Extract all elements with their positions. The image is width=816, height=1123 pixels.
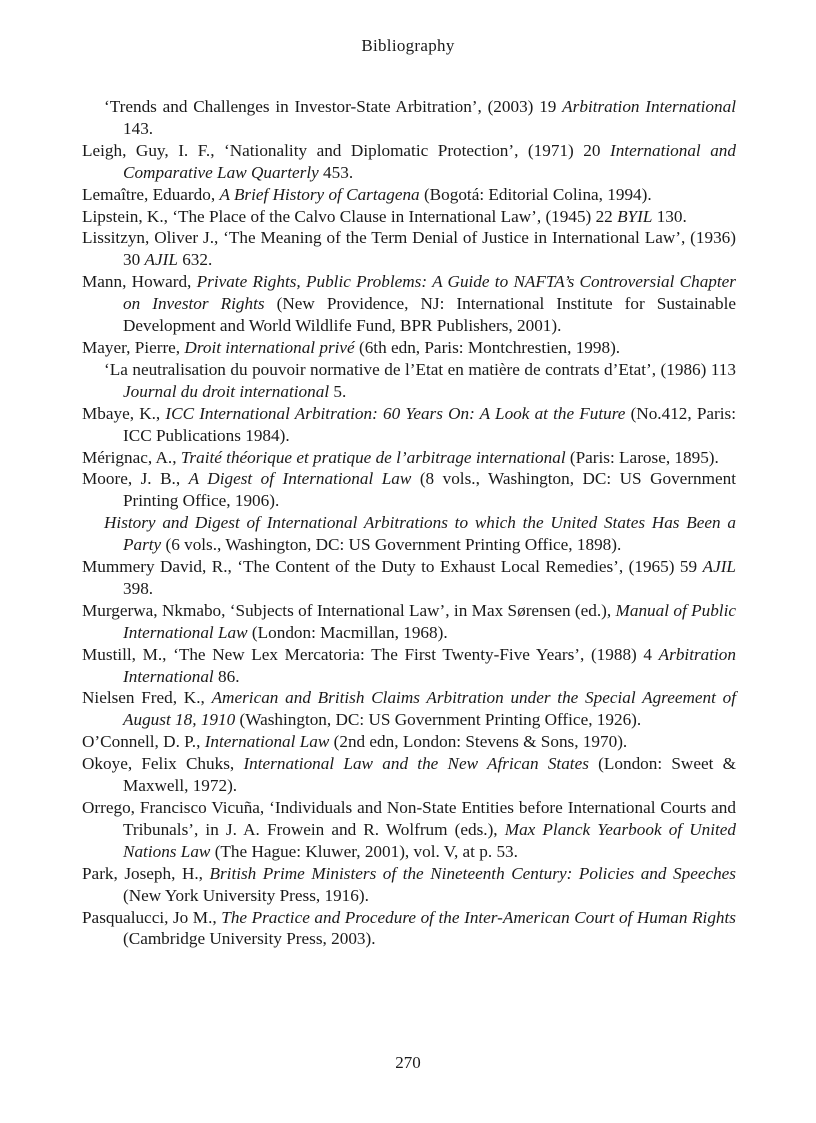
entry-title-italic: A Digest of International Law <box>188 469 412 489</box>
bibliography-entry <box>82 403 736 447</box>
entry-title-italic: History and Digest of International Arbitrations to which the United States Has Been a Party <box>104 513 736 555</box>
bibliography-entry <box>82 687 736 731</box>
entry-title-italic: International Law and the New African States <box>243 754 589 774</box>
entry-title-italic: Journal du droit international <box>123 381 330 401</box>
bibliography-entry <box>82 271 736 337</box>
bibliography-entry <box>82 184 736 206</box>
entry-title-italic: Arbitration International <box>562 97 736 116</box>
bibliography-entry <box>82 512 736 556</box>
entry-title-italic: Manual of Public International Law <box>123 600 736 642</box>
entry-text: (6th edn, Paris: Montchrestien, 1998). <box>354 337 621 357</box>
entry-title-italic: Traité théorique et pratique de l’arbitrage international <box>180 447 566 467</box>
entry-text: Okoye, Felix Chuks, <box>82 754 244 774</box>
entry-title-italic: American and British Claims Arbitration under the Special Agreement of August 18, 1910 <box>123 688 737 730</box>
running-header: Bibliography <box>361 36 455 55</box>
bibliography-entry <box>82 753 736 797</box>
entry-text: Murgerwa, Nkmabo, ‘Subjects of International Law’, in Max Sørensen (ed.), <box>82 600 616 620</box>
bibliography-entry <box>82 907 736 951</box>
bibliography-entry <box>82 96 736 140</box>
entry-text: ‘Trends and Challenges in Investor-State Arbitration’, (2003) 19 <box>104 97 563 116</box>
entry-text: (London: Sweet & Maxwell, 1972). <box>123 754 736 796</box>
entry-text: (The Hague: Kluwer, 2001), vol. V, at p. 53. <box>210 841 518 861</box>
entry-title-italic: British Prime Ministers of the Nineteenth Century: Policies and Speeches <box>209 863 736 883</box>
entry-text: 398. <box>123 578 154 598</box>
bibliography-entry <box>82 644 736 688</box>
entry-text: Mummery David, R., ‘The Content of the Duty to Exhaust Local Remedies’, (1965) 59 <box>82 557 703 577</box>
entry-text: Moore, J. B., <box>82 469 189 489</box>
entry-title-italic: BYIL <box>617 206 653 226</box>
entry-text: (London: Macmillan, 1968). <box>247 622 448 642</box>
entry-text: (New York University Press, 1916). <box>123 885 369 905</box>
entry-text: Mérignac, A., <box>82 447 181 467</box>
entry-text: (6 vols., Washington, DC: US Government Printing Office, 1898). <box>161 535 622 555</box>
entry-text: Orrego, Francisco Vicuña, ‘Individuals and Non-State Entities before International Courts and Tribunals’, in J. A. Frowein and R. Wolfrum (eds.), <box>82 798 736 839</box>
entry-text: Pasqualucci, Jo M., <box>82 907 222 927</box>
bibliography-entry <box>82 556 736 600</box>
entry-text: 143. <box>123 118 154 138</box>
bibliography-entry <box>82 863 736 907</box>
bibliography-entry <box>82 140 736 184</box>
entry-text: (Bogotá: Editorial Colina, 1994). <box>419 184 652 204</box>
bibliography-entry <box>82 359 736 403</box>
bibliography-entry <box>82 600 736 644</box>
entry-text: (2nd edn, London: Stevens & Sons, 1970). <box>329 732 628 752</box>
entry-text: Lissitzyn, Oliver J., ‘The Meaning of the Term Denial of Justice in International Law’, (1936) 30 <box>82 228 736 270</box>
bibliography-entry <box>82 206 736 228</box>
entry-text: 130. <box>652 206 687 226</box>
entry-text: 5. <box>329 381 347 401</box>
entry-text: (8 vols., Washington, DC: US Government Printing Office, 1906). <box>123 469 736 511</box>
entry-title-italic: International Law <box>204 732 330 752</box>
entry-title-italic: A Brief History of Cartagena <box>219 184 420 204</box>
entry-text: 86. <box>213 666 240 686</box>
bibliography-entry <box>82 337 736 359</box>
entry-text: 632. <box>177 250 213 270</box>
entry-text: (Paris: Larose, 1895). <box>565 447 719 467</box>
entry-text: Mayer, Pierre, <box>82 337 185 357</box>
entry-text: (New Providence, NJ: International Institute for Sustainable Development and World Wildlife Fund, BPR Publishers, 2001). <box>123 294 736 336</box>
entry-title-italic: International and Comparative Law Quarterly <box>123 140 736 182</box>
entry-title-italic: ICC International Arbitration: 60 Years On: A Look at the Future <box>165 403 626 423</box>
entry-text: Park, Joseph, H., <box>82 863 210 883</box>
entry-text: ‘La neutralisation du pouvoir normative de l’Etat en matière de contrats d’Etat’, (1986) 113 <box>104 359 736 379</box>
bibliography-entry <box>82 447 736 469</box>
entry-title-italic: Max Planck Yearbook of United Nations Law <box>123 819 736 861</box>
page-number: 270 <box>395 1053 421 1072</box>
entry-text: Lipstein, K., ‘The Place of the Calvo Clause in International Law’, (1945) 22 <box>82 206 618 226</box>
entry-text: Leigh, Guy, I. F., ‘Nationality and Diplomatic Protection’, (1971) 20 <box>82 140 610 160</box>
entry-text: Lemaître, Eduardo, <box>82 184 220 204</box>
entry-text: Mustill, M., ‘The New Lex Mercatoria: The First Twenty-Five Years’, (1988) 4 <box>82 644 659 664</box>
bibliography-entry <box>82 731 736 753</box>
entry-text: Mann, Howard, <box>82 272 197 292</box>
bibliography-list <box>82 96 736 950</box>
entry-text: (Washington, DC: US Government Printing Office, 1926). <box>235 710 642 730</box>
bibliography-entry <box>82 468 736 512</box>
entry-title-italic: The Practice and Procedure of the Inter-American Court of Human Rights <box>221 907 736 927</box>
entry-text: O’Connell, D. P., <box>82 732 205 752</box>
entry-title-italic: AJIL <box>702 557 736 577</box>
entry-title-italic: Droit international privé <box>184 337 355 357</box>
entry-text: (No.412, Paris: ICC Publications 1984). <box>123 403 736 445</box>
entry-text: Nielsen Fred, K., <box>82 688 212 708</box>
entry-title-italic: Private Rights, Public Problems: A Guide to NAFTA’s Controversial Chapter on Investor Rights <box>123 272 736 314</box>
entry-text: (Cambridge University Press, 2003). <box>123 929 376 949</box>
entry-text: 453. <box>318 162 354 182</box>
bibliography-entry <box>82 227 736 271</box>
entry-title-italic: Arbitration International <box>123 644 736 686</box>
entry-text: Mbaye, K., <box>82 403 166 423</box>
bibliography-entry <box>82 797 736 863</box>
entry-title-italic: AJIL <box>144 250 178 270</box>
